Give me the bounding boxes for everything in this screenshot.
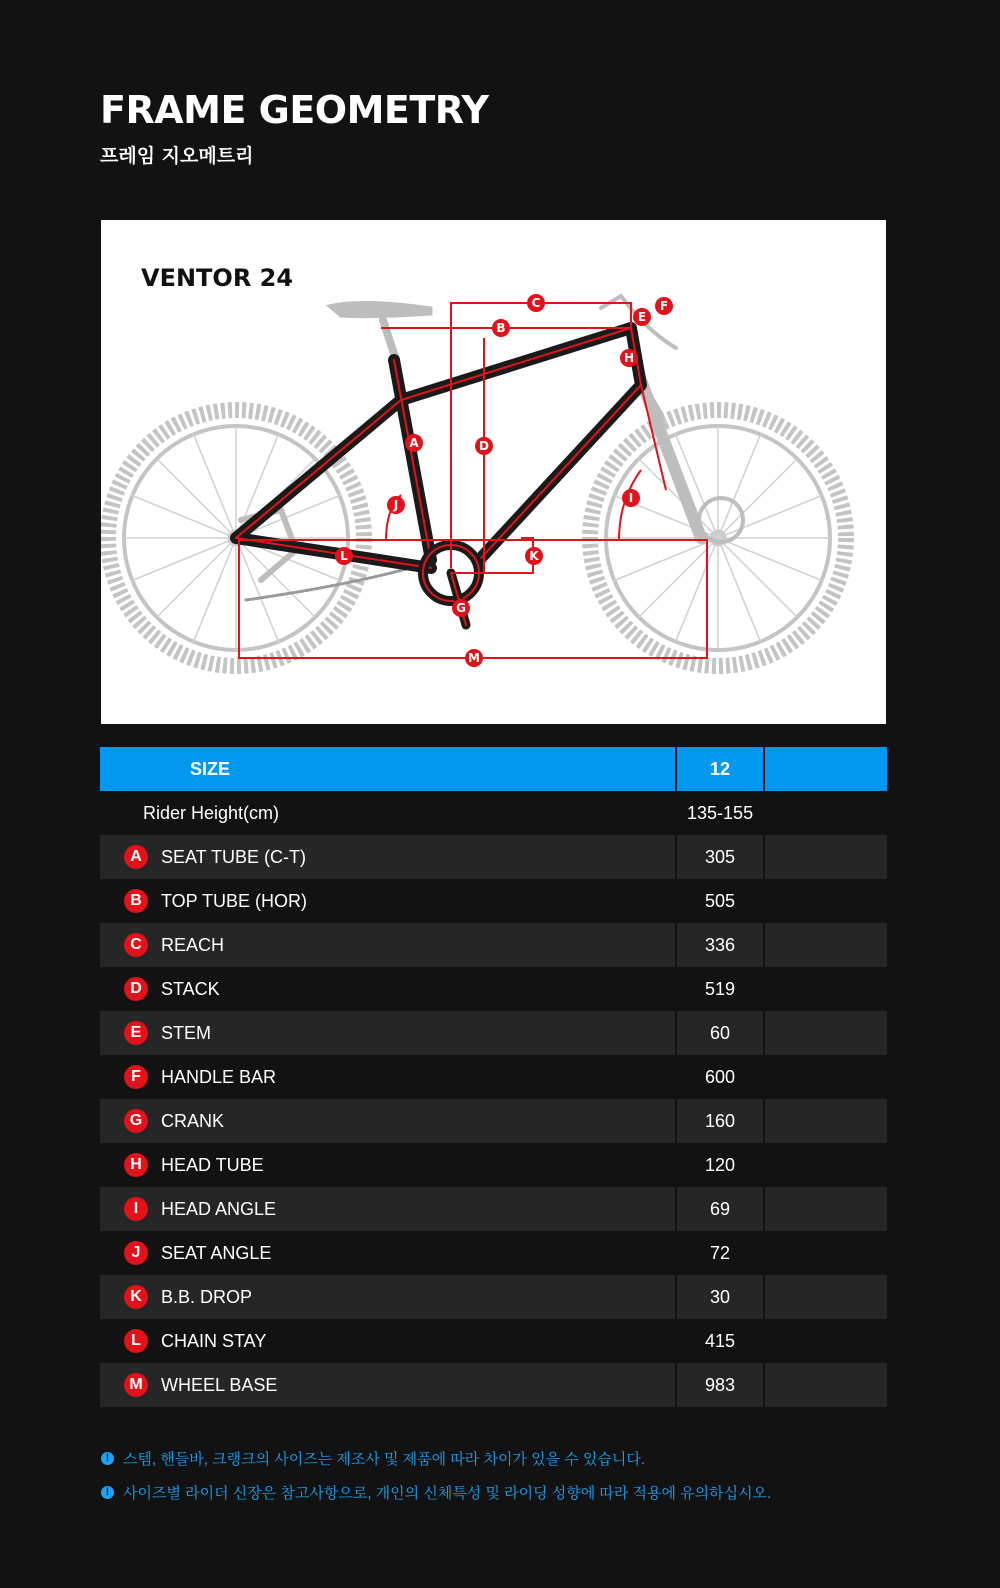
label-i [622,489,640,507]
table-row [100,1055,887,1099]
measurement-label [100,845,306,869]
measurement-label-cell [100,1231,675,1275]
rider-height-label: Rider Height(cm) [143,802,280,823]
table-row [100,1187,887,1231]
measurement-letter-badge: E [124,1021,148,1045]
measurement-label [100,933,224,957]
note-2 [101,1482,771,1503]
measurement-value: 160 [675,1099,763,1143]
measurement-value: 120 [675,1143,763,1187]
label-a [405,434,423,452]
empty-cell [763,1231,887,1275]
table-row [100,1143,887,1187]
page-title: FRAME GEOMETRY [100,88,489,132]
measurement-letter-badge: J [124,1241,148,1265]
table-row [100,879,887,923]
table-row [100,835,887,879]
measurement-label [100,1197,276,1221]
svg-text:B: B [496,321,506,335]
measurement-label-cell [100,1319,675,1363]
measurement-label-cell [100,1187,675,1231]
table-row [100,1231,887,1275]
measurement-name: CRANK [161,1110,225,1131]
rider-height-empty [763,791,887,835]
measurement-label-cell [100,1363,675,1407]
measurement-value: 505 [675,879,763,923]
note-1-text: 스템, 핸들바, 크랭크의 사이즈는 제조사 및 제품에 따라 차이가 있을 수 있습니다. [123,1451,646,1468]
measurement-label [100,1021,211,1045]
empty-cell [763,1275,887,1319]
measurement-label [100,1329,266,1353]
measurement-name: CHAIN STAY [161,1330,267,1351]
size-header-value: 12 [675,747,763,791]
measurement-label-cell [100,923,675,967]
label-j [387,496,405,514]
measurement-name: STEM [161,1022,212,1043]
measurement-name: REACH [161,934,225,955]
measurement-label-cell [100,1011,675,1055]
measurement-label-cell [100,1275,675,1319]
measurement-label-cell [100,835,675,879]
measurement-name: B.B. DROP [161,1286,253,1307]
label-d [475,437,493,455]
note-1 [101,1448,645,1469]
model-name: VENTOR 24 [141,264,294,292]
measurement-letter-badge: A [124,845,148,869]
table-row [100,967,887,1011]
measurement-name: STACK [161,978,220,999]
svg-text:C: C [531,296,541,310]
measurement-value: 600 [675,1055,763,1099]
measurement-letter-badge: I [124,1197,148,1221]
measurement-label [100,1065,276,1089]
wheel-spokes [124,426,830,650]
size-header-label: SIZE [100,747,675,791]
measurement-label [100,1285,252,1309]
table-row [100,1011,887,1055]
measurement-value: 305 [675,835,763,879]
measurement-value: 519 [675,967,763,1011]
measurement-name: WHEEL BASE [161,1374,278,1395]
measurement-letter-badge: H [124,1153,148,1177]
measurement-label [100,977,220,1001]
label-l [335,547,353,565]
measurement-value: 30 [675,1275,763,1319]
table-row [100,923,887,967]
measurement-label [100,889,307,913]
empty-cell [763,1143,887,1187]
measurement-value: 72 [675,1231,763,1275]
measurement-label [100,1373,277,1397]
svg-text:J: J [393,498,399,512]
empty-cell [763,835,887,879]
measurement-value: 60 [675,1011,763,1055]
measurement-name: HEAD TUBE [161,1154,264,1175]
measurement-label [100,1241,271,1265]
measurement-value: 69 [675,1187,763,1231]
label-k [525,547,543,565]
label-f [655,297,673,315]
svg-text:M: M [468,651,480,665]
measurement-label-cell [100,1143,675,1187]
measurement-letter-badge: M [124,1373,148,1397]
rider-height-row [100,791,887,835]
svg-text:D: D [479,439,489,453]
table-row [100,1319,887,1363]
table-header-row [100,747,887,791]
label-b [492,319,510,337]
label-c [527,294,545,312]
svg-text:H: H [623,351,635,365]
empty-cell [763,1187,887,1231]
svg-text:L: L [340,549,348,563]
measurement-name: HANDLE BAR [161,1066,277,1087]
empty-cell [763,1099,887,1143]
svg-text:G: G [456,601,466,615]
note-2-text: 사이즈별 라이더 신장은 참고사항으로, 개인의 신체특성 및 라이딩 성향에 따라 적용에 유의하십시오. [123,1485,772,1502]
bike-geometry-illustration [101,220,886,724]
measurement-letter-badge: B [124,889,148,913]
measurement-letter-badge: L [124,1329,148,1353]
measurement-label-cell [100,879,675,923]
empty-cell [763,1319,887,1363]
table-row [100,1099,887,1143]
measurement-label-cell [100,1099,675,1143]
measurement-name: SEAT TUBE (C-T) [161,846,307,867]
measurement-letter-badge: C [124,933,148,957]
measurement-name: TOP TUBE (HOR) [161,890,308,911]
label-g [452,599,470,617]
geometry-table [100,747,887,1407]
empty-cell [763,879,887,923]
svg-text:F: F [659,299,669,313]
empty-cell [763,1055,887,1099]
svg-text:I: I [628,491,634,505]
measurement-value: 336 [675,923,763,967]
measurement-value: 415 [675,1319,763,1363]
measurement-value: 983 [675,1363,763,1407]
empty-cell [763,1011,887,1055]
empty-cell [763,967,887,1011]
info-icon: ! [101,1452,114,1465]
measurement-letter-badge: D [124,977,148,1001]
table-row [100,1363,887,1407]
geometry-diagram [101,220,886,724]
empty-cell [763,923,887,967]
measurement-label-cell [100,1055,675,1099]
measurement-label-cell [100,967,675,1011]
label-h [620,349,638,367]
table-row [100,1275,887,1319]
measurement-letter-badge: K [124,1285,148,1309]
measurement-name: SEAT ANGLE [161,1242,272,1263]
measurement-label [100,1109,224,1133]
measurement-letter-badge: F [124,1065,148,1089]
page-subtitle: 프레임 지오메트리 [100,145,254,167]
measurement-label [100,1153,264,1177]
empty-cell [763,1363,887,1407]
measurement-name: HEAD ANGLE [161,1198,277,1219]
measurement-letter-badge: G [124,1109,148,1133]
svg-text:A: A [409,436,419,450]
size-header-empty [763,747,887,791]
label-e [633,308,651,326]
rider-height-value: 135-155 [675,791,763,835]
svg-text:K: K [529,549,539,563]
info-icon: ! [101,1486,114,1499]
label-m [465,649,483,667]
svg-text:E: E [637,310,647,324]
